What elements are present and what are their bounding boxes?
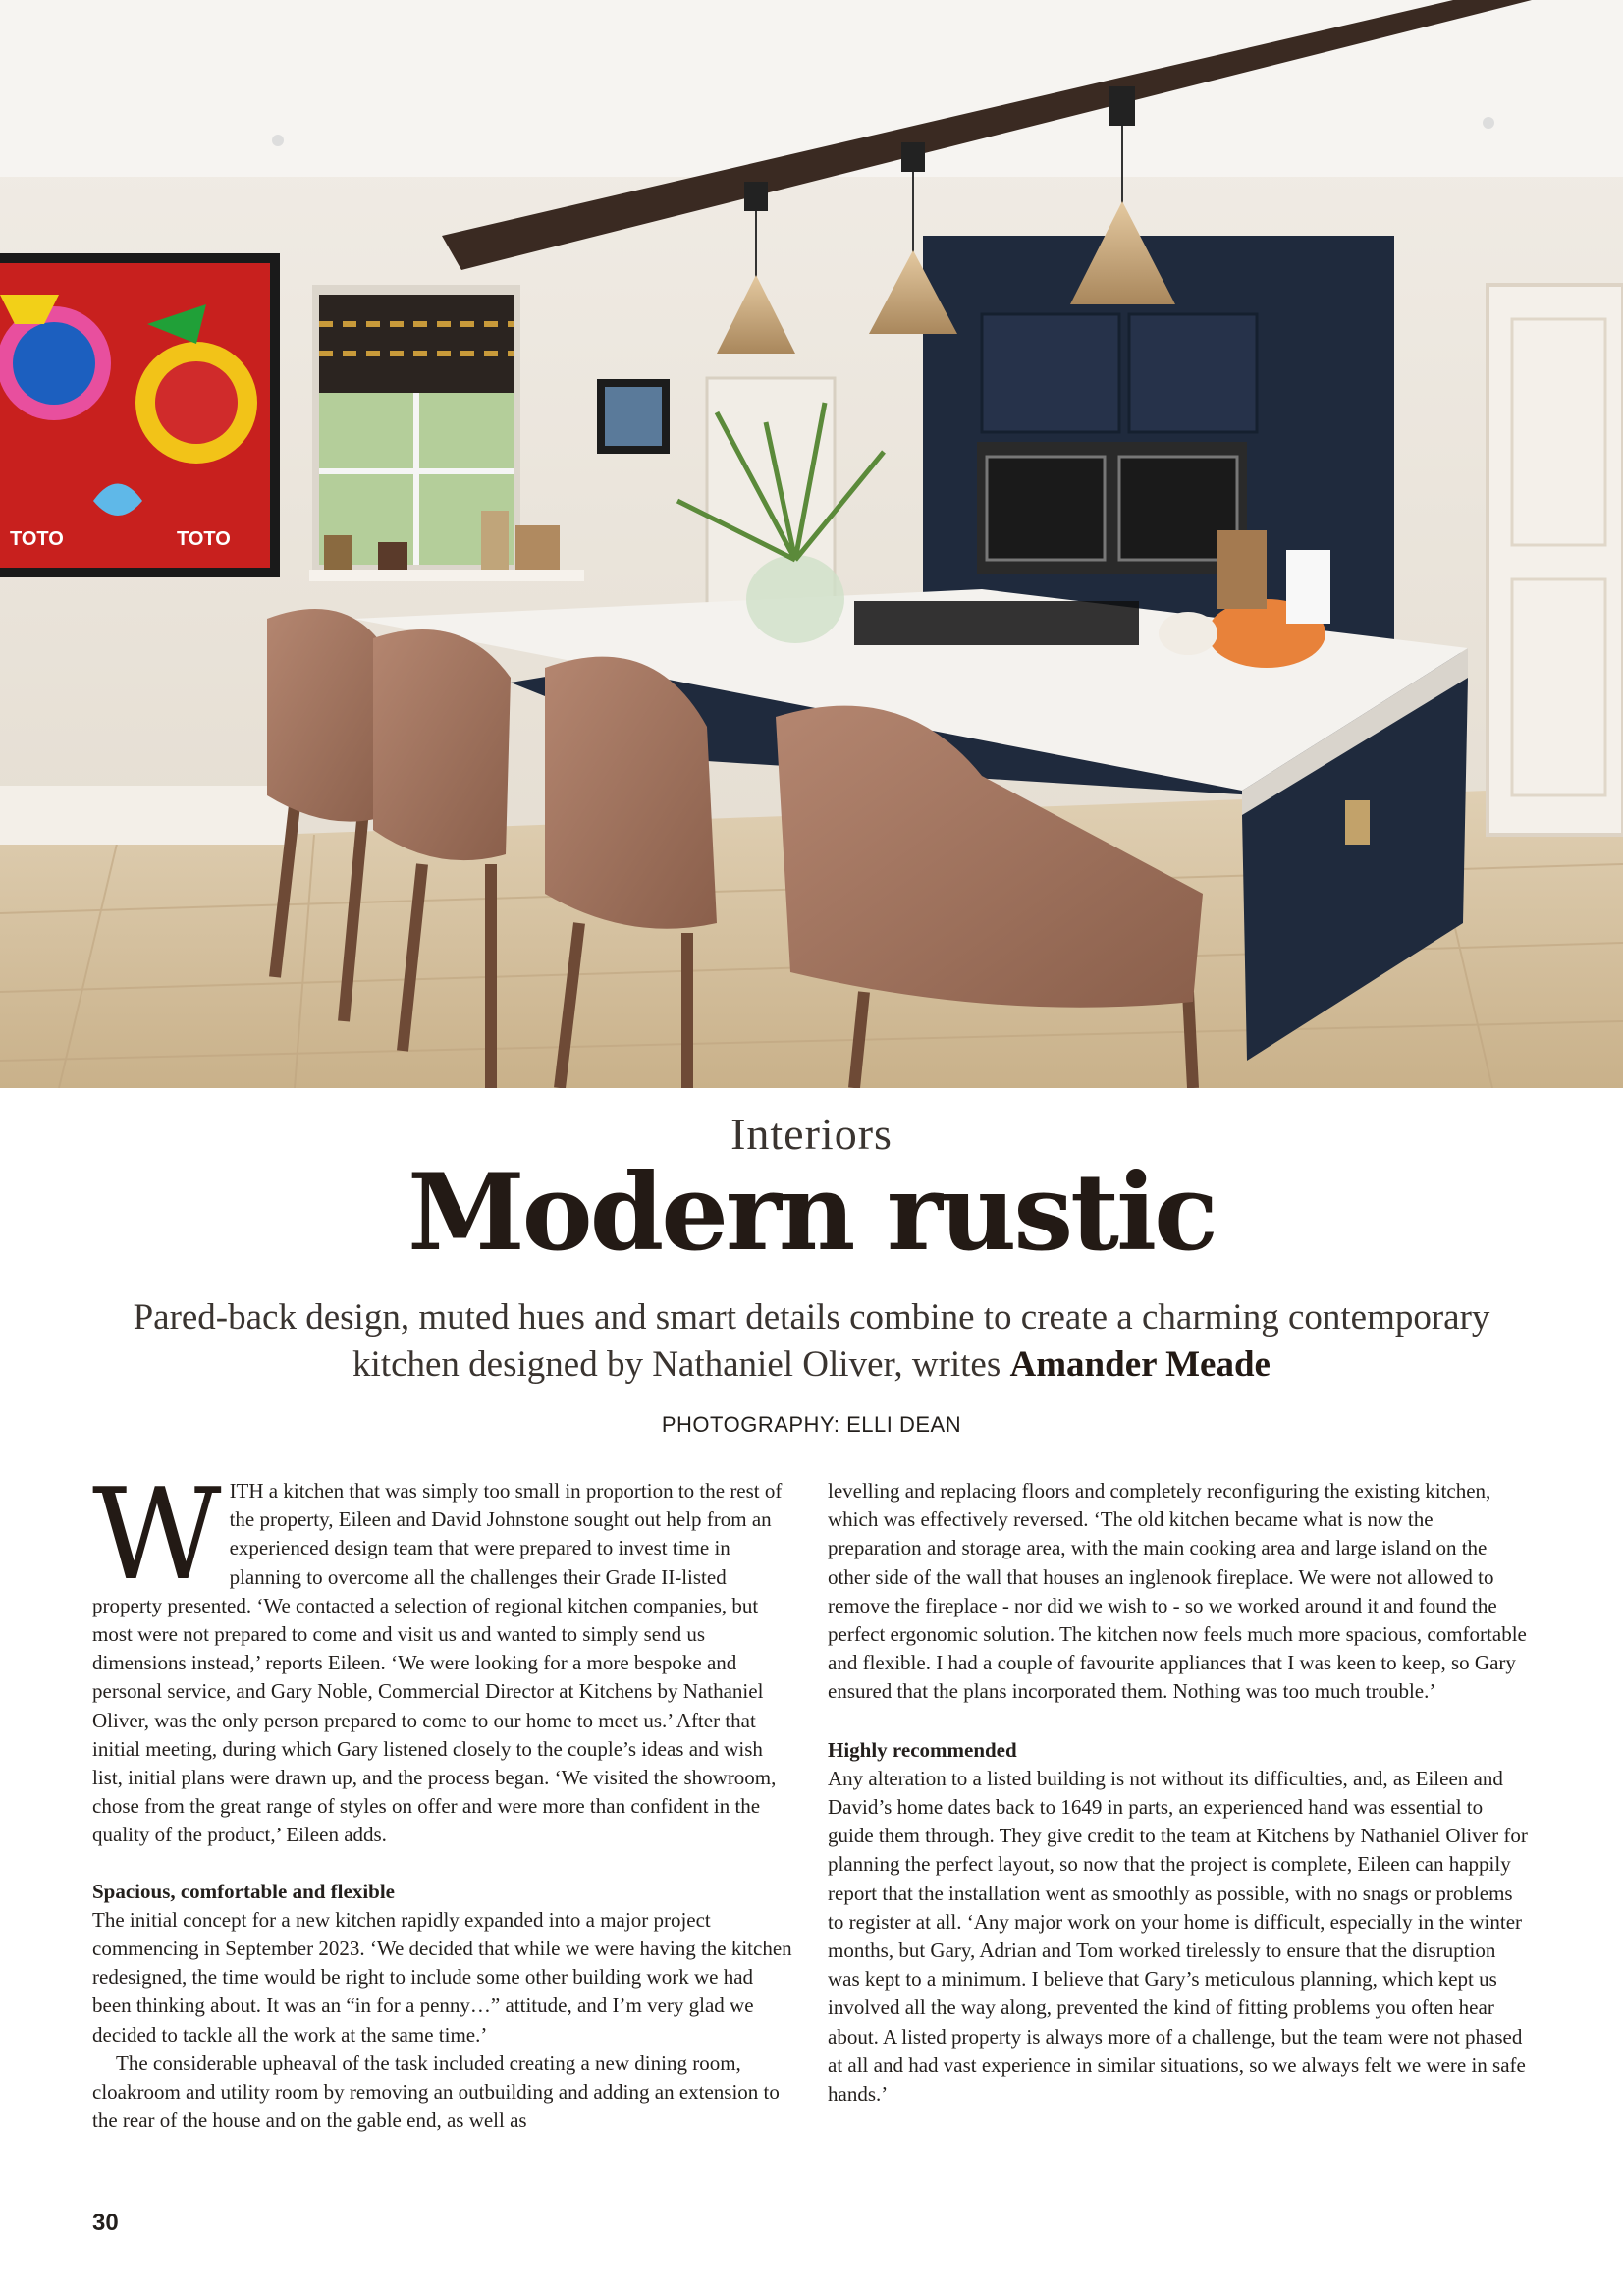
downlight bbox=[1483, 117, 1494, 129]
kitchen-illustration bbox=[0, 0, 1623, 1088]
painting-text: TOTO bbox=[10, 528, 64, 550]
author-name: Amander Meade bbox=[1009, 1344, 1271, 1385]
utensil-pot bbox=[1217, 530, 1267, 609]
roman-blind bbox=[319, 295, 514, 393]
body-column-left bbox=[92, 1462, 795, 2135]
photo-credit: PHOTOGRAPHY: ELLI DEAN bbox=[661, 1412, 962, 1437]
subheading: Spacious, comfortable and flexible bbox=[92, 1879, 395, 1903]
vase bbox=[746, 555, 844, 643]
windowsill bbox=[309, 570, 584, 581]
painting-text: TOTO bbox=[177, 528, 231, 550]
hero-photo bbox=[0, 0, 1623, 1088]
section-label: Interiors bbox=[730, 1109, 893, 1159]
paragraph: The initial concept for a new kitchen rapidly expanded into a major project commencing in September 2023. ‘We decided that while we were having the kitchen redesigned, the time would be right to include some other building work we had been thinking about. It was an “in for a penny…” attitude, and I’m very glad we decided to tackle all the work at the same time.’ bbox=[92, 1907, 792, 2047]
drop-cap: W bbox=[92, 1462, 222, 1609]
hob bbox=[854, 601, 1139, 645]
paragraph: Any alteration to a listed building is not without its difficulties, and, as Eileen and David’s home dates back to 1649 in parts, an experienced hand was essential to guide them through. They give credit to the team at Kitchens by Nathaniel Oliver for planning the perfect layout, so now that the project is complete, Eileen can happily report that the installation went as smoothly as possible, with no snags or problems to register at all. ‘Any major work on your home is difficult, especially in the winter months, but Gary, Adrian and Tom worked tirelessly to ensure that the disruption was kept to a minimum. I believe that Gary’s meticulous planning, which kept us involved all the way along, prevented the kind of fitting problems you often hear about. A listed property is always more of a challenge, but the team were not phased at all and had vast experience in similar situations, so we always felt we were in safe hands.’ bbox=[828, 1766, 1528, 2106]
body-column-right bbox=[828, 1477, 1531, 2108]
page-number: 30 bbox=[92, 2210, 119, 2236]
painting bbox=[0, 253, 280, 577]
paragraph: The considerable upheaval of the task included creating a new dining room, cloakroom and utility room by removing an outbuilding and adding an extension to the rear of the house and on the gable end, as well as bbox=[92, 2050, 780, 2133]
paragraph-text: ITH a kitchen that was simply too small in proportion to the rest of the property, Eileen and David Johnstone sought out help from an experienced design team that were prepared to invest time in planning to overcome all the challenges their Grade II-listed property presented. ‘We contacted a selection of regional kitchen companies, but most were not prepared to come and visit us and wanted to simply send us dimensions instead,’ reports Eileen. ‘We were looking for a more bespoke and personal service, and Gary Noble, Commercial Director at Kitchens by Nathaniel Oliver, was the only person prepared to come to our home to meet us.’ After that initial meeting, during which Gary listened closely to the couple’s ideas and wish list, initial plans were drawn up, and the process began. ‘We visited the showroom, chose from the great range of styles on offer and were more than confident in the quality of the product,’ Eileen adds. bbox=[92, 1479, 783, 1847]
standfirst bbox=[128, 1294, 1495, 1389]
standfirst-text: Pared-back design, muted hues and smart details combine to create a charming contemporary kitchen designed by Nathaniel Oliver, writes bbox=[133, 1297, 1490, 1385]
headline: Modern rustic bbox=[407, 1151, 1216, 1275]
skirting bbox=[0, 786, 295, 845]
side-door bbox=[1488, 285, 1623, 835]
paper-towel bbox=[1286, 550, 1330, 624]
paragraph: levelling and replacing floors and completely reconfiguring the existing kitchen, which was effectively reversed. ‘The old kitchen became what is now the preparation and storage area, with the main cooking area and large island on the other side of the wall that houses an inglenook fireplace. We were not allowed to remove the fireplace - nor did we wish to - so we worked around it and found the perfect ergonomic solution. The kitchen now feels much more spacious, comfortable and flexible. I had a couple of favourite appliances that I was keen to keep, so Gary ensured that the plans incorporated them. Nothing was too much trouble.’ bbox=[828, 1479, 1527, 1704]
paragraph bbox=[92, 1462, 795, 1850]
subheading: Highly recommended bbox=[828, 1737, 1017, 1762]
downlight bbox=[272, 135, 284, 146]
